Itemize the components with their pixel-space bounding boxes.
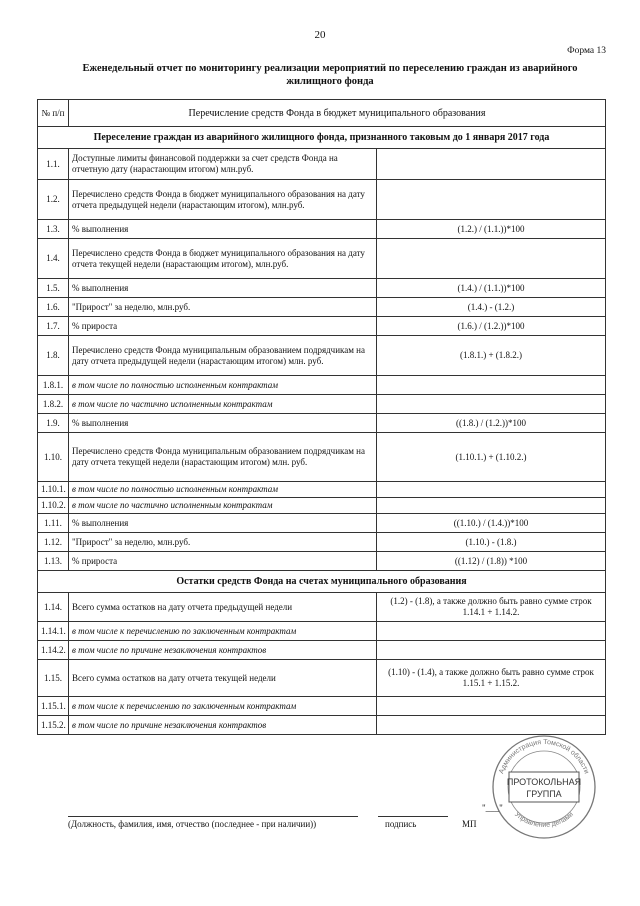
section-title-1: Переселение граждан из аварийного жилищного фонда, признанного таковым до 1 января 2017 года <box>38 127 606 149</box>
row-formula <box>377 697 606 716</box>
row-number: 1.4. <box>38 239 69 279</box>
row-number: 1.15. <box>38 660 69 697</box>
table-row <box>38 414 606 433</box>
row-label: Доступные лимиты финансовой поддержки за счет средств Фонда на отчетную дату (нарастающим итогом) млн.руб. <box>69 149 377 180</box>
row-number: 1.1. <box>38 149 69 180</box>
row-label: в том числе по причине незаключения контрактов <box>69 641 377 660</box>
stamp-ring-top: Администрация Томской области <box>498 738 590 775</box>
row-number: 1.8.2. <box>38 395 69 414</box>
table-row <box>38 660 606 697</box>
row-label: Всего сумма остатков на дату отчета предыдущей недели <box>69 593 377 622</box>
report-table <box>37 99 606 735</box>
row-label: "Прирост" за неделю, млн.руб. <box>69 533 377 552</box>
row-formula: (1.8.1.) + (1.8.2.) <box>377 336 606 376</box>
row-formula <box>377 180 606 220</box>
row-number: 1.7. <box>38 317 69 336</box>
position-line <box>68 816 358 817</box>
row-number: 1.10.1. <box>38 482 69 498</box>
table-row <box>38 641 606 660</box>
position-caption: (Должность, фамилия, имя, отчество (последнее - при наличии)) <box>68 819 317 829</box>
row-label: Перечислено средств Фонда в бюджет муниципального образования на дату отчета предыдущей недели (нарастающим итогом), млн.руб. <box>69 180 377 220</box>
row-label: в том числе к перечислению по заключенным контрактам <box>69 697 377 716</box>
row-formula: (1.6.) / (1.2.))*100 <box>377 317 606 336</box>
row-formula: (1.10) - (1.4), а также должно быть равно сумме строк 1.15.1 + 1.15.2. <box>377 660 606 697</box>
table-row <box>38 433 606 482</box>
form-label: Форма 13 <box>567 46 606 56</box>
row-number: 1.9. <box>38 414 69 433</box>
row-formula <box>377 376 606 395</box>
stamp-text-2: ГРУППА <box>526 789 562 799</box>
table-row <box>38 622 606 641</box>
date-quote: "___" <box>482 803 503 813</box>
row-number: 1.2. <box>38 180 69 220</box>
row-number: 1.14.2. <box>38 641 69 660</box>
row-label: % выполнения <box>69 514 377 533</box>
row-number: 1.11. <box>38 514 69 533</box>
table-row <box>38 220 606 239</box>
table-row <box>38 149 606 180</box>
row-formula <box>377 622 606 641</box>
table-row <box>38 279 606 298</box>
row-formula: (1.4.) / (1.1.))*100 <box>377 279 606 298</box>
row-number: 1.15.2. <box>38 716 69 735</box>
table-row <box>38 376 606 395</box>
row-number: 1.8. <box>38 336 69 376</box>
row-label: "Прирост" за неделю, млн.руб. <box>69 298 377 317</box>
signature-line <box>378 816 448 817</box>
row-formula: ((1.10.) / (1.4.))*100 <box>377 514 606 533</box>
row-label: Перечислено средств Фонда муниципальным образованием подрядчикам на дату отчета текущей недели (нарастающим итогом) млн. руб. <box>69 433 377 482</box>
row-label: в том числе к перечислению по заключенным контрактам <box>69 622 377 641</box>
row-label: % прироста <box>69 552 377 571</box>
row-label: Всего сумма остатков на дату отчета текущей недели <box>69 660 377 697</box>
stamp-text-1: ПРОТОКОЛЬНАЯ <box>506 777 582 787</box>
table-row <box>38 552 606 571</box>
row-formula <box>377 498 606 514</box>
seal-caption: МП <box>462 819 477 829</box>
row-label: в том числе по частично исполненным контрактам <box>69 498 377 514</box>
row-label: % выполнения <box>69 414 377 433</box>
row-number: 1.10.2. <box>38 498 69 514</box>
table-row <box>38 498 606 514</box>
table-row <box>38 317 606 336</box>
row-formula: ((1.12) / (1.8)) *100 <box>377 552 606 571</box>
row-label: Перечислено средств Фонда муниципальным образованием подрядчикам на дату отчета предыдущей недели (нарастающим итогом) млн. руб. <box>69 336 377 376</box>
row-number: 1.14. <box>38 593 69 622</box>
row-number: 1.15.1. <box>38 697 69 716</box>
table-row <box>38 239 606 279</box>
row-formula: (1.2) - (1.8), а также должно быть равно сумме строк 1.14.1 + 1.14.2. <box>377 593 606 622</box>
table-row <box>38 298 606 317</box>
table-row <box>38 514 606 533</box>
table-row <box>38 180 606 220</box>
section-title-2: Остатки средств Фонда на счетах муниципального образования <box>38 571 606 593</box>
row-number: 1.14.1. <box>38 622 69 641</box>
row-formula <box>377 149 606 180</box>
row-label: % прироста <box>69 317 377 336</box>
row-formula: (1.10.1.) + (1.10.2.) <box>377 433 606 482</box>
table-row <box>38 336 606 376</box>
row-formula <box>377 641 606 660</box>
row-number: 1.12. <box>38 533 69 552</box>
document-title: Еженедельный отчет по мониторингу реализации мероприятий по переселению граждан из аварийного жилищного фонда <box>82 63 578 87</box>
row-number: 1.10. <box>38 433 69 482</box>
row-formula <box>377 239 606 279</box>
row-label: в том числе по частично исполненным контрактам <box>69 395 377 414</box>
row-label: Перечислено средств Фонда в бюджет муниципального образования на дату отчета текущей недели (нарастающим итогом), млн.руб. <box>69 239 377 279</box>
official-stamp <box>489 732 599 842</box>
row-number: 1.13. <box>38 552 69 571</box>
header-num: № п/п <box>38 100 69 127</box>
row-label: в том числе по причине незаключения контрактов <box>69 716 377 735</box>
row-label: % выполнения <box>69 279 377 298</box>
row-label: в том числе по полностью исполненным контрактам <box>69 482 377 498</box>
row-number: 1.6. <box>38 298 69 317</box>
row-number: 1.8.1. <box>38 376 69 395</box>
table-row <box>38 533 606 552</box>
table-row <box>38 697 606 716</box>
table-header-row <box>38 100 606 127</box>
table-row <box>38 395 606 414</box>
section-row-2 <box>38 571 606 593</box>
signature-caption: подпись <box>385 819 417 829</box>
row-number: 1.3. <box>38 220 69 239</box>
row-formula <box>377 395 606 414</box>
row-label: в том числе по полностью исполненным контрактам <box>69 376 377 395</box>
section-row-1 <box>38 127 606 149</box>
row-label: % выполнения <box>69 220 377 239</box>
row-formula: ((1.8.) / (1.2.))*100 <box>377 414 606 433</box>
row-formula: (1.4.) - (1.2.) <box>377 298 606 317</box>
row-formula: (1.2.) / (1.1.))*100 <box>377 220 606 239</box>
table-row <box>38 593 606 622</box>
header-title: Перечисление средств Фонда в бюджет муниципального образования <box>69 100 606 127</box>
table-row <box>38 482 606 498</box>
page-number: 20 <box>314 29 326 41</box>
stamp-ring-bottom: Управление делами <box>513 811 575 829</box>
row-formula: (1.10.) - (1.8.) <box>377 533 606 552</box>
row-formula <box>377 482 606 498</box>
row-number: 1.5. <box>38 279 69 298</box>
